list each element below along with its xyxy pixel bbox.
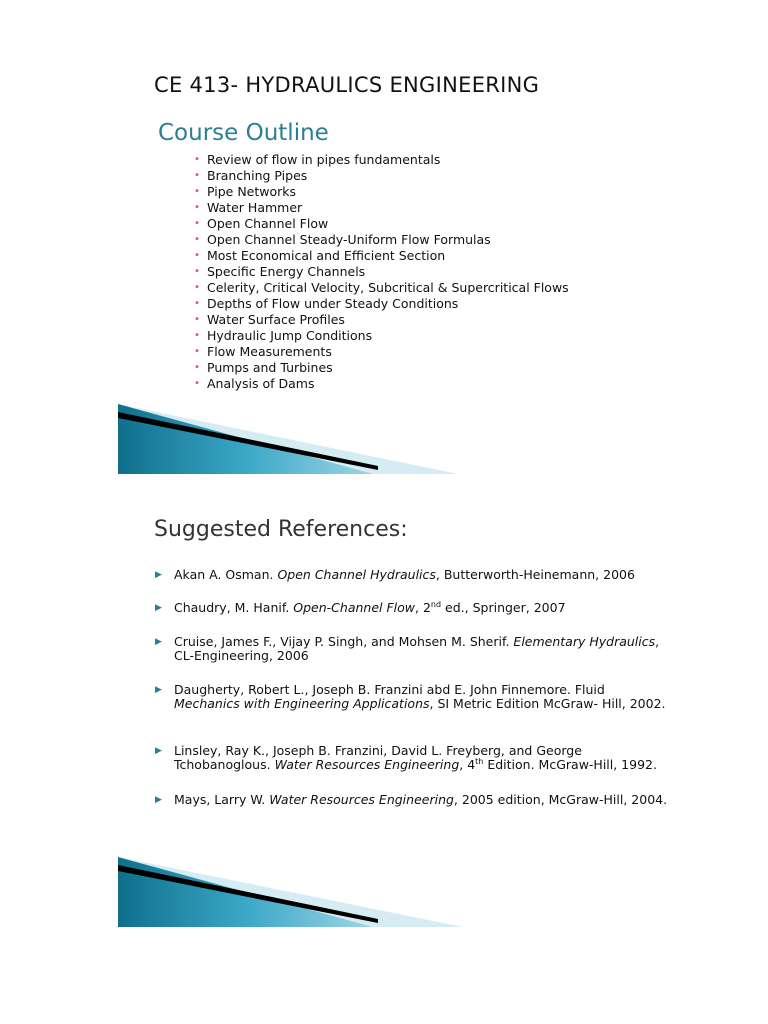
bullet-icon: • bbox=[194, 282, 200, 293]
triangle-right-icon: ▶ bbox=[155, 603, 162, 613]
list-item: • Water Surface Profiles bbox=[194, 312, 345, 327]
reference-item: ▶ Cruise, James F., Vijay P. Singh, and Mohsen M. Sherif. Elementary Hydraulics, CL-Engineering, 2006 bbox=[155, 634, 660, 663]
list-item: • Branching Pipes bbox=[194, 168, 308, 183]
list-item: • Water Hammer bbox=[194, 200, 303, 215]
bullet-icon: • bbox=[194, 250, 200, 261]
bullet-icon: • bbox=[194, 266, 200, 277]
bullet-icon: • bbox=[194, 330, 200, 341]
reference-item: ▶ Chaudry, M. Hanif. Open-Channel Flow, 2nd ed., Springer, 2007 bbox=[155, 599, 566, 615]
list-item: • Most Economical and Efficient Section bbox=[194, 248, 446, 263]
bullet-icon: • bbox=[194, 218, 200, 229]
section-title: Course Outline bbox=[158, 120, 329, 146]
triangle-right-icon: ▶ bbox=[155, 637, 162, 647]
reference-item: ▶ Akan A. Osman. Open Channel Hydraulics, Butterworth-Heinemann, 2006 bbox=[155, 567, 635, 582]
list-item: • Pipe Networks bbox=[194, 184, 297, 199]
bullet-icon: • bbox=[194, 154, 200, 165]
bullet-icon: • bbox=[194, 362, 200, 373]
bullet-icon: • bbox=[194, 378, 200, 389]
decorative-swoosh bbox=[118, 857, 478, 927]
bullet-icon: • bbox=[194, 186, 200, 197]
outline-list bbox=[194, 152, 569, 392]
bullet-icon: • bbox=[194, 234, 200, 245]
list-item: • Open Channel Steady-Uniform Flow Formulas bbox=[194, 232, 491, 247]
triangle-right-icon: ▶ bbox=[155, 570, 162, 580]
bullet-icon: • bbox=[194, 346, 200, 357]
list-item: • Flow Measurements bbox=[194, 344, 332, 359]
reference-item: ▶ Mays, Larry W. Water Resources Engineering, 2005 edition, McGraw-Hill, 2004. bbox=[155, 792, 668, 807]
references-title: Suggested References: bbox=[154, 517, 408, 542]
list-item: • Open Channel Flow bbox=[194, 216, 329, 231]
list-item: • Depths of Flow under Steady Conditions bbox=[194, 296, 459, 311]
triangle-right-icon: ▶ bbox=[155, 746, 162, 756]
page-title: CE 413- HYDRAULICS ENGINEERING bbox=[154, 73, 540, 97]
slide-course-outline bbox=[118, 60, 598, 474]
slide-references bbox=[118, 505, 668, 929]
bullet-icon: • bbox=[194, 298, 200, 309]
decorative-swoosh bbox=[118, 404, 478, 474]
triangle-right-icon: ▶ bbox=[155, 685, 162, 695]
list-item: • Analysis of Dams bbox=[194, 376, 315, 391]
list-item: • Pumps and Turbines bbox=[194, 360, 333, 375]
reference-item: ▶ Daugherty, Robert L., Joseph B. Franzini abd E. John Finnemore. Fluid Mechanics with Engineering Applications, SI Metric Edition McGraw- Hill, 2002. bbox=[155, 682, 666, 711]
list-item: • Review of flow in pipes fundamentals bbox=[194, 152, 441, 167]
list-item: • Celerity, Critical Velocity, Subcritical & Supercritical Flows bbox=[194, 280, 569, 295]
bullet-icon: • bbox=[194, 170, 200, 181]
reference-item: ▶ Linsley, Ray K., Joseph B. Franzini, David L. Freyberg, and George Tchobanoglous. Water Resources Engineering, 4th Edition. McGraw-Hill, 1992. bbox=[155, 743, 657, 772]
bullet-icon: • bbox=[194, 202, 200, 213]
list-item: • Hydraulic Jump Conditions bbox=[194, 328, 373, 343]
bullet-icon: • bbox=[194, 314, 200, 325]
triangle-right-icon: ▶ bbox=[155, 795, 162, 805]
list-item: • Specific Energy Channels bbox=[194, 264, 366, 279]
